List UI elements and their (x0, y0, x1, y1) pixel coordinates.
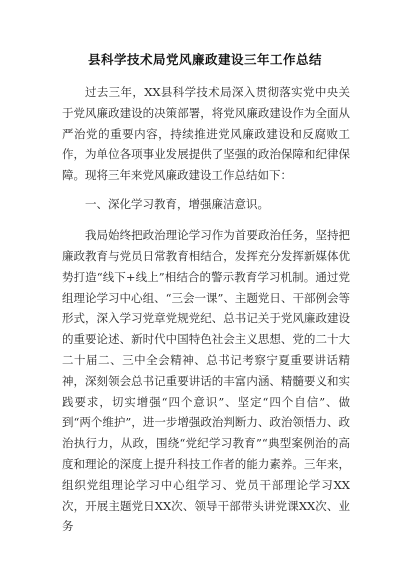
section-heading: 一、深化学习教育，增强廉洁意识。 (85, 197, 269, 212)
document-title: 县科学技术局党风廉政建设三年工作总结 (87, 52, 322, 67)
body-paragraph: 我局始终把政治理论学习作为首要政治任务，坚持把廉政教育与党员日常教育相结合，发挥充分发挥新媒体优势打造“线下+线上”相结合的警示教育学习机制。通过党组理论学习中心组、“三会一课”、主题党日、干部例会等形式，深入学习党章党规党纪、总书记关于党风廉政建设的重要论述、新时代中国特色社会主义思想、党的二十大二十届二、三中全会精神、总书记考察宁夏重要讲话精神，深刻领会总书记重要讲话的丰富内涵、精髓要义和实践要求，切实增强“四个意识”、坚定“四个自信”、做到“两个维护”，进一步增强政治判断力、政治领悟力、政治执行力，从政，围绕“党纪学习教育”“典型案例治的高度和理论的深度上提升科技工作者的能力素养。三年来，组织党组理论学习中心组学习、党员干部理论学习XX次，开展主题党日XX次、领导干部带头讲党课XX次、业务 (62, 228, 350, 534)
intro-paragraph: 过去三年，XX县科学技术局深入贯彻落实党中央关于党风廉政建设的决策部署，将党风廉政建设作为全面从严治党的重要内容，持续推进党风廉政建设和反腐败工作，为单位各项事业发展提供了坚强的政治保障和纪律保障。现将三年来党风廉政建设工作总结如下： (62, 85, 350, 183)
document-body (62, 82, 350, 537)
